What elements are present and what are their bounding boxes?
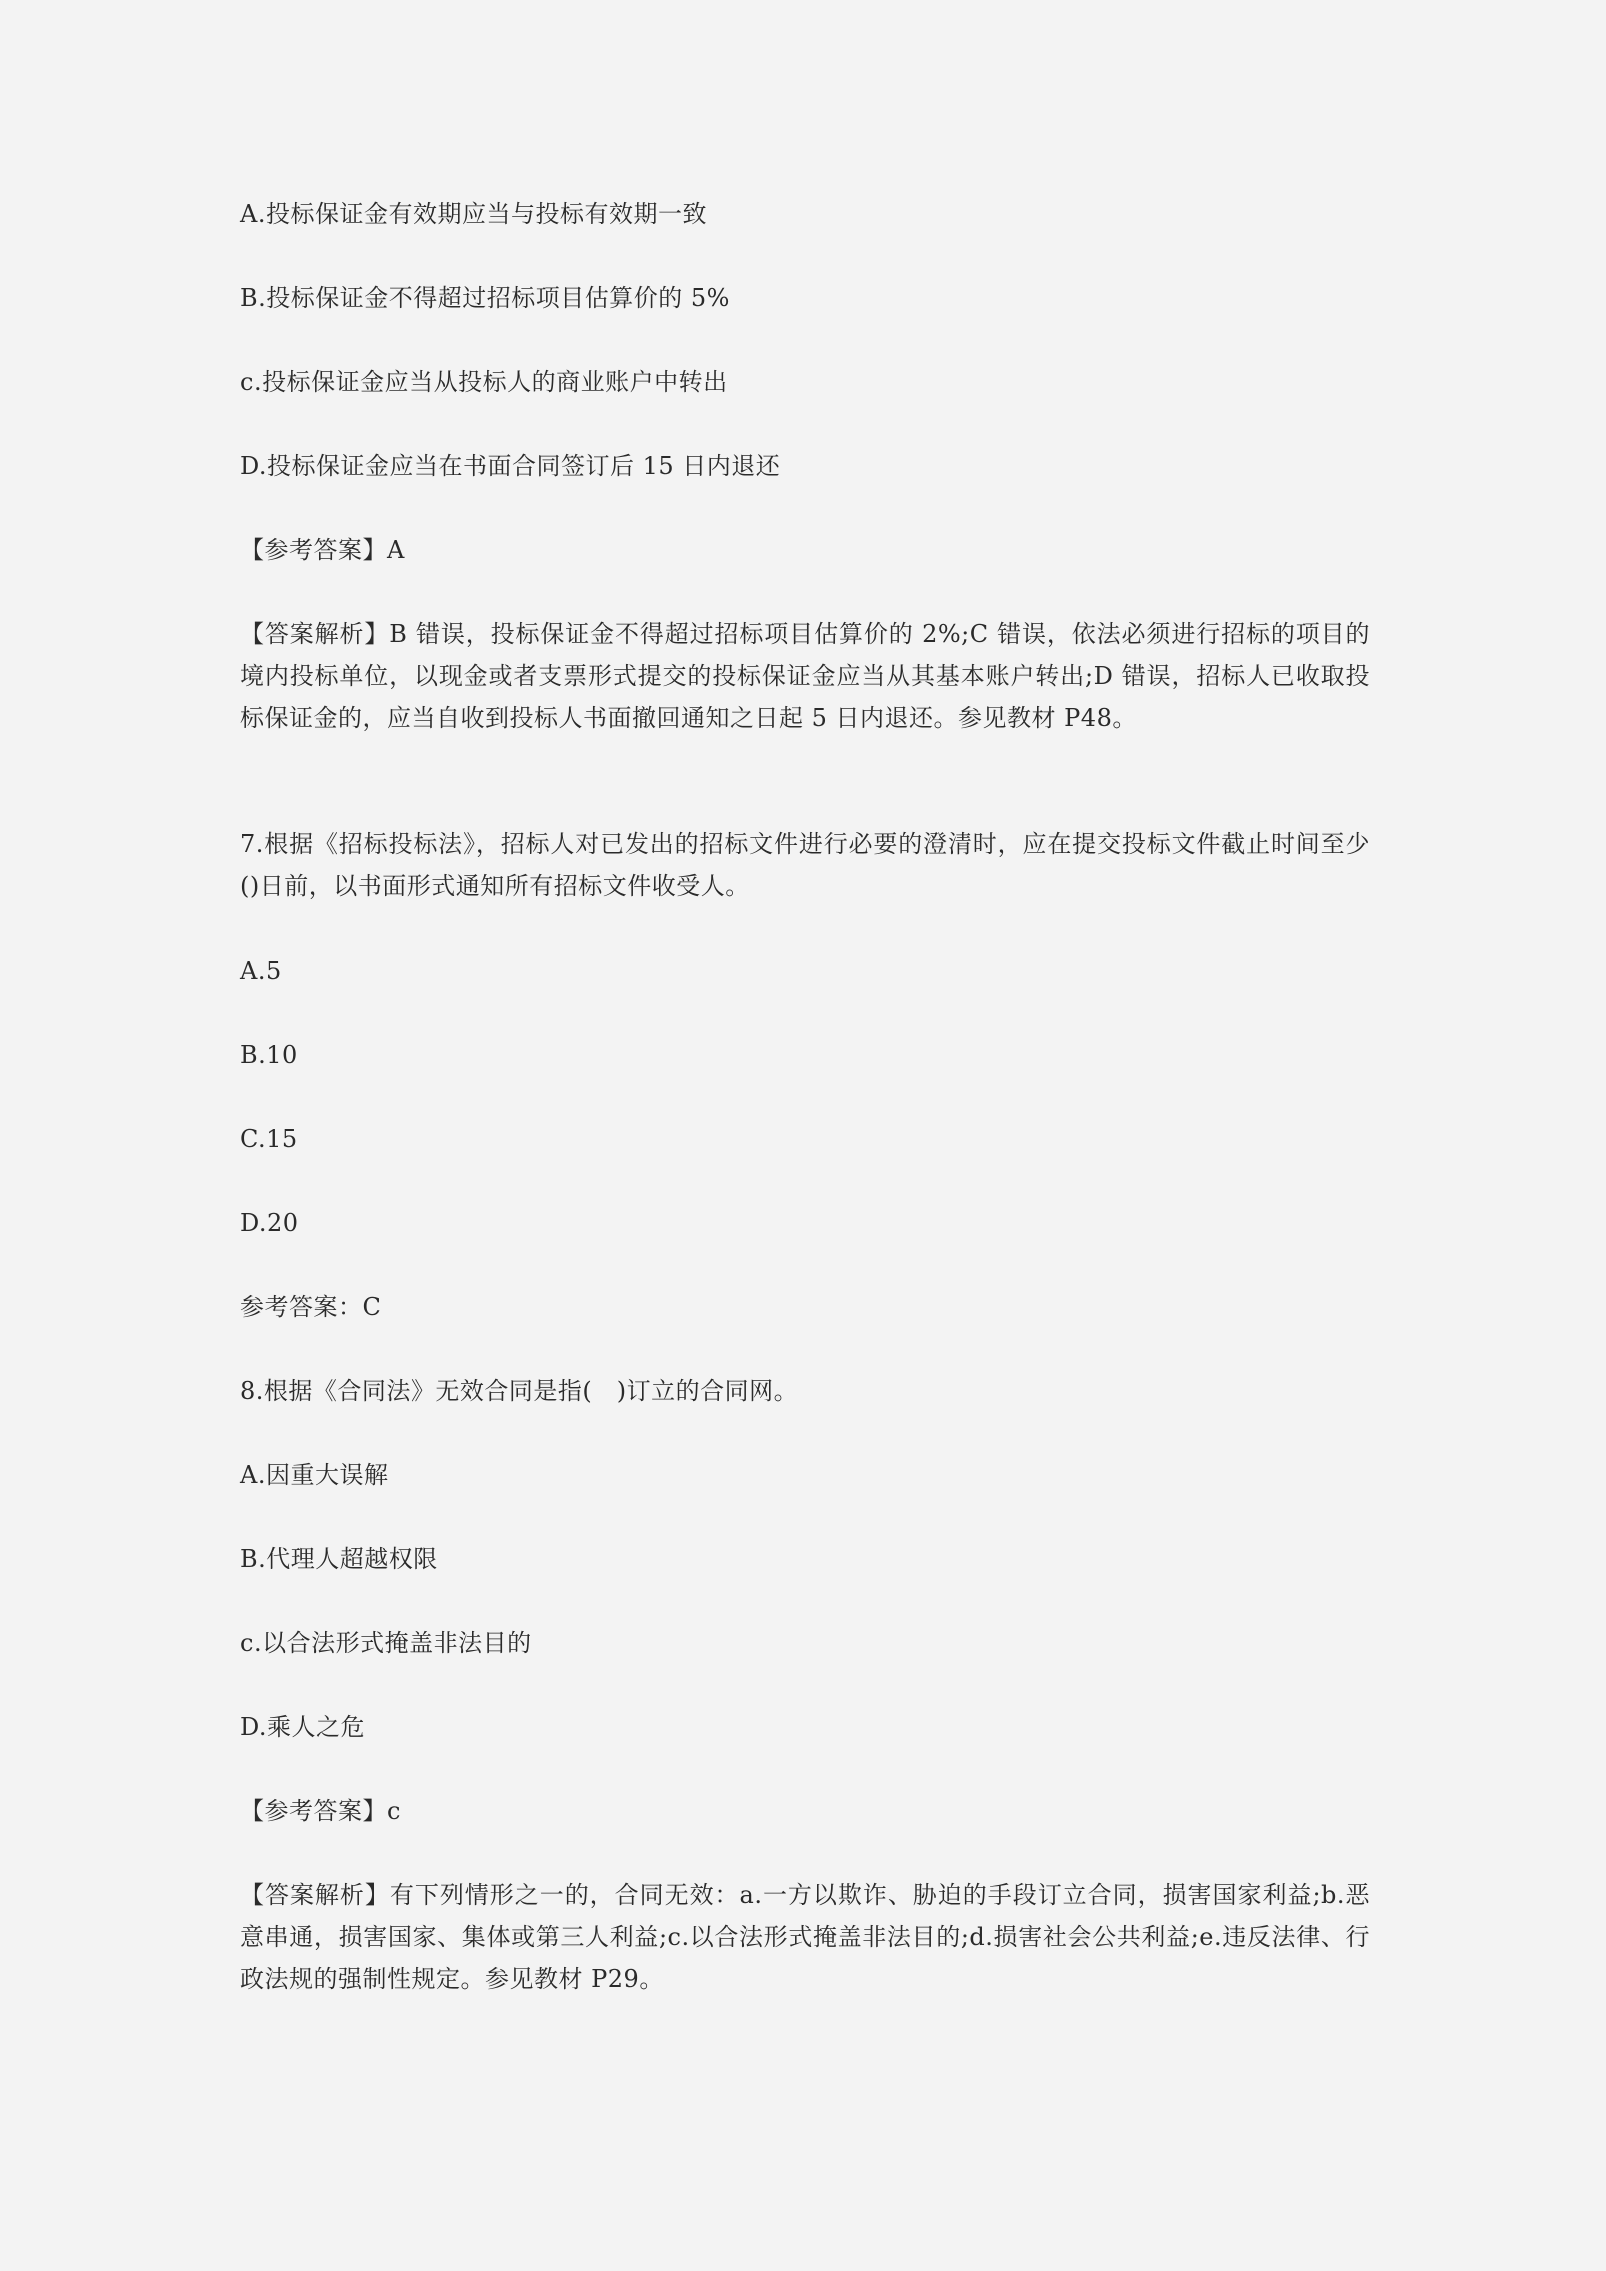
q6-analysis: 【答案解析】B 错误，投标保证金不得超过招标项目估算价的 2%;C 错误，依法必须进行招标的项目的境内投标单位，以现金或者支票形式提交的投标保证金应当从其基本账户转出;D 错误，招标人已收取投标保证金的，应当自收到投标人书面撤回通知之日起 5 日内退还。参见教材 P48。 <box>240 620 1370 732</box>
q8-analysis: 【答案解析】有下列情形之一的，合同无效：a.一方以欺诈、胁迫的手段订立合同，损害国家利益;b.恶意串通，损害国家、集体或第三人利益;c.以合法形式掩盖非法目的;d.损害社会公共利益;e.违反法律、行政法规的强制性规定。参见教材 P29。 <box>240 1881 1370 1993</box>
q8-option-a: A.因重大误解 <box>240 1461 389 1489</box>
q8-option-d: D.乘人之危 <box>240 1713 366 1741</box>
q7-option-b: B.10 <box>240 1041 298 1069</box>
q8-option-c: c.以合法形式掩盖非法目的 <box>240 1629 532 1657</box>
q6-option-b: B.投标保证金不得超过招标项目估算价的 5% <box>240 284 730 312</box>
q8-option-b: B.代理人超越权限 <box>240 1545 438 1573</box>
q6-answer: 【参考答案】A <box>240 536 405 564</box>
q6-option-c: c.投标保证金应当从投标人的商业账户中转出 <box>240 368 728 396</box>
q7-option-a: A.5 <box>240 957 282 985</box>
q7-answer: 参考答案：C <box>240 1293 382 1321</box>
q7-question: 7.根据《招标投标法》，招标人对已发出的招标文件进行必要的澄清时，应在提交投标文件截止时间至少()日前，以书面形式通知所有招标文件收受人。 <box>240 830 1370 900</box>
q7-option-d: D.20 <box>240 1209 299 1237</box>
q8-answer: 【参考答案】c <box>240 1797 401 1825</box>
q6-option-d: D.投标保证金应当在书面合同签订后 15 日内退还 <box>240 452 781 480</box>
q6-option-a: A.投标保证金有效期应当与投标有效期一致 <box>240 200 707 228</box>
q7-option-c: C.15 <box>240 1125 298 1153</box>
q8-question: 8.根据《合同法》无效合同是指( )订立的合同网。 <box>240 1377 799 1405</box>
